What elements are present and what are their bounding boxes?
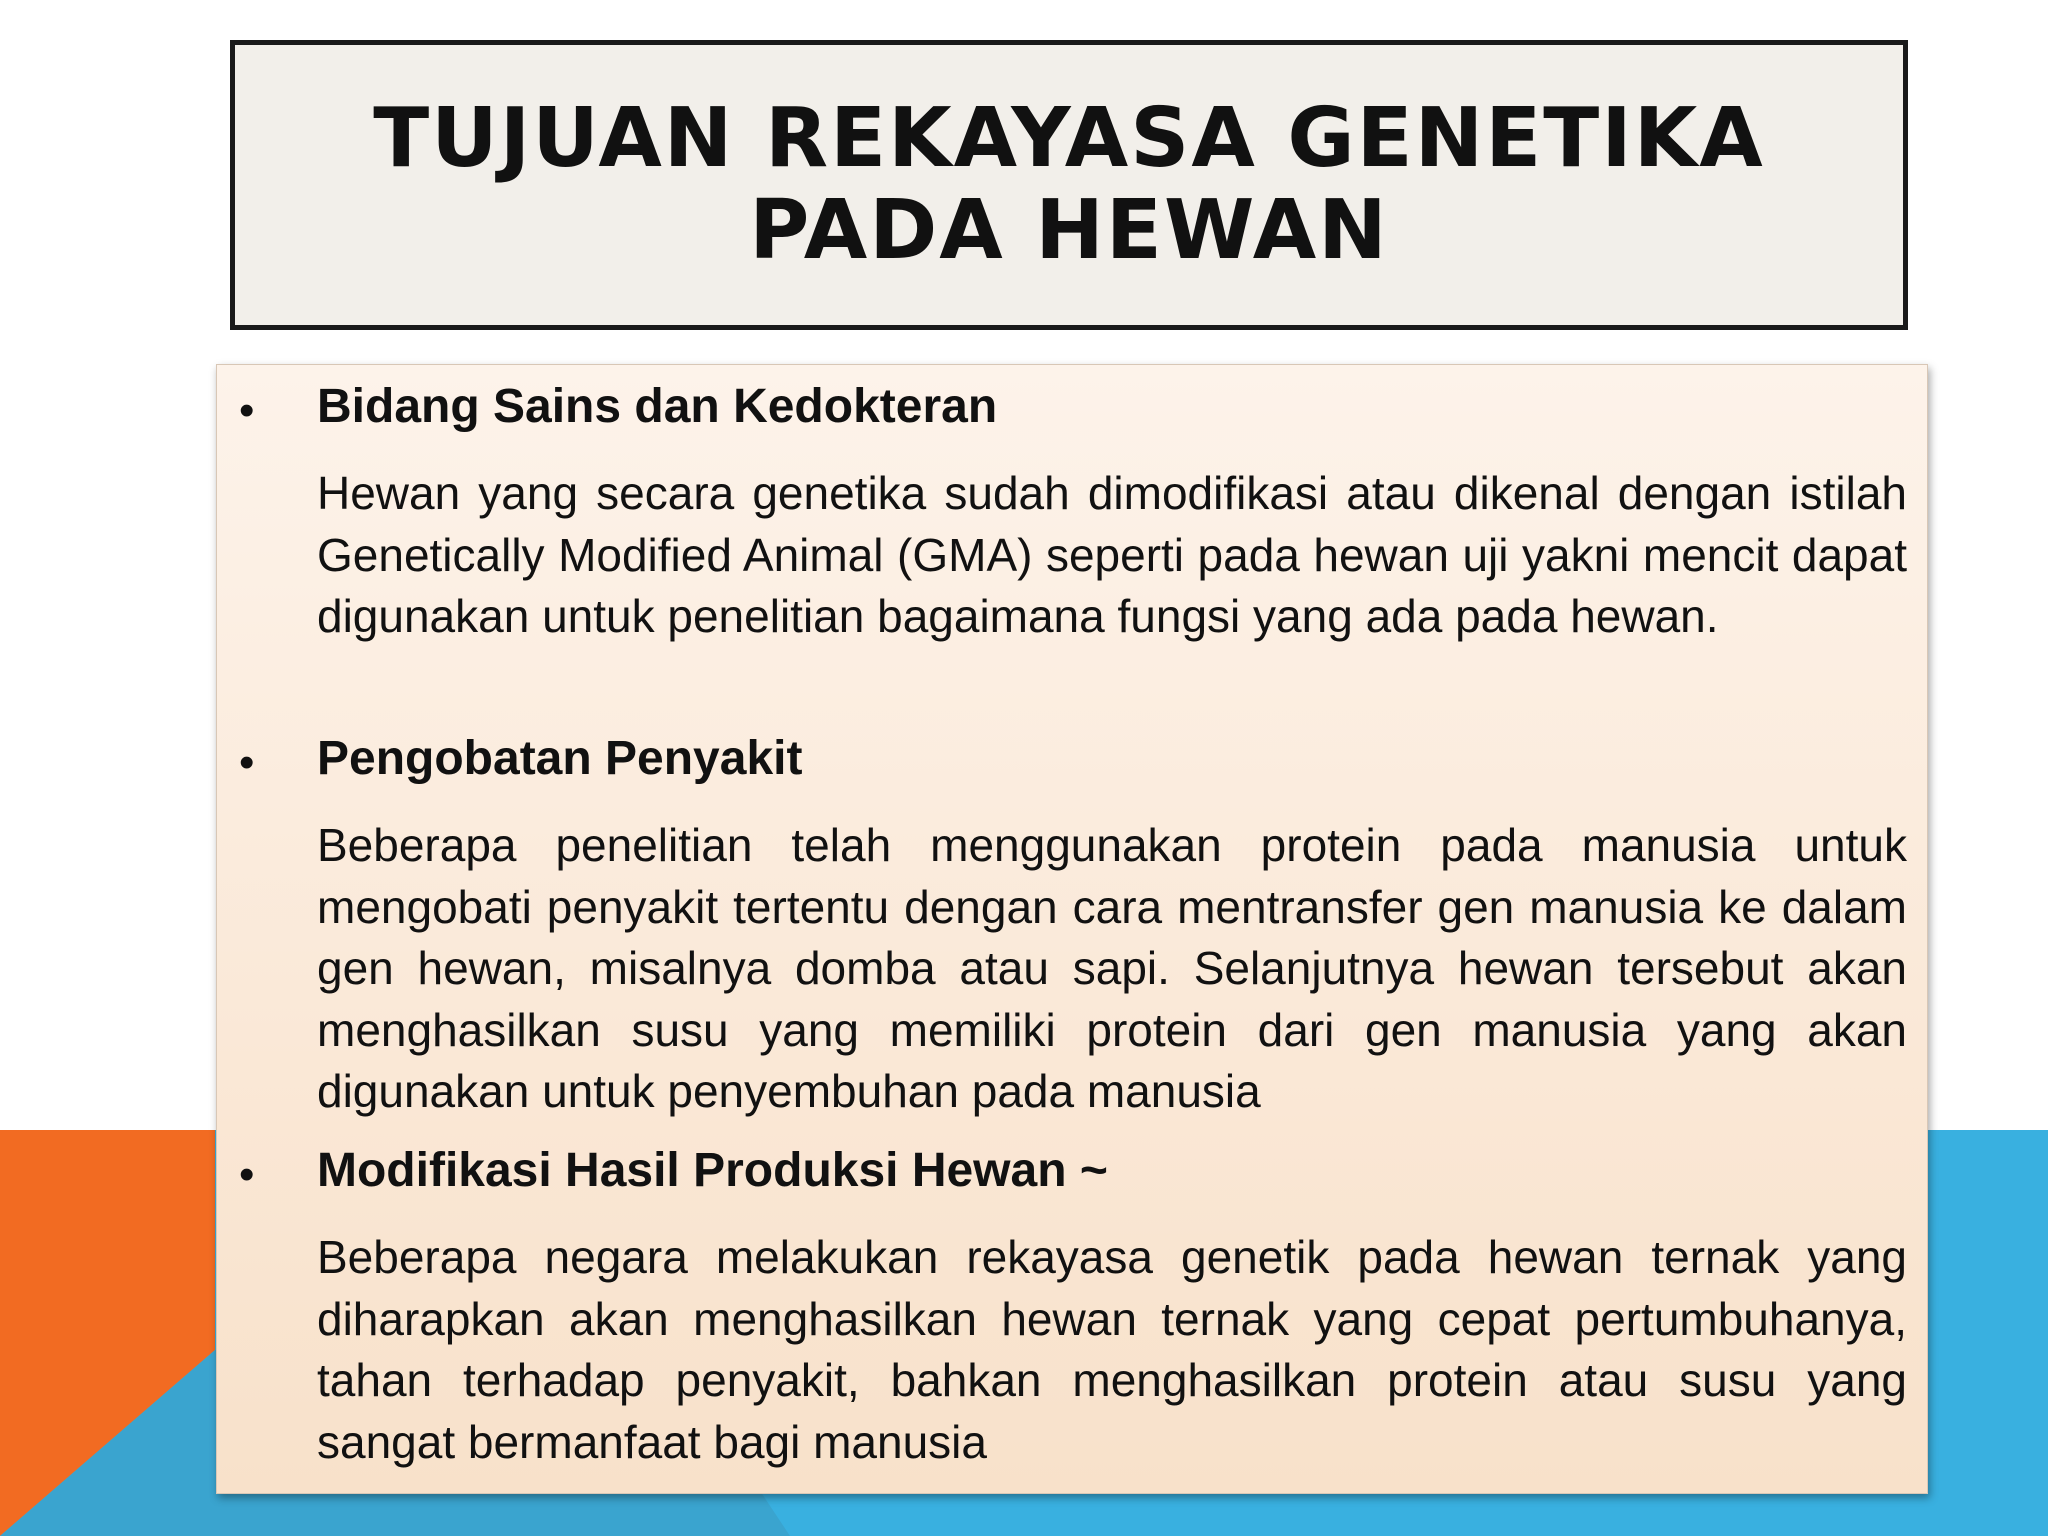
item-body: Hewan yang secara genetika sudah dimodifikasi atau dikenal dengan istilah Genetically Modified Animal (GMA) seperti pada hewan uji yakni mencit dapat digunakan untuk penelitian bagaimana fungsi yang ada pada hewan.: [317, 467, 1907, 642]
bullet: •: [239, 738, 255, 787]
item-body: Beberapa penelitian telah menggunakan protein pada manusia untuk mengobati penyakit tertentu dengan cara mentransfer gen manusia ke dalam gen hewan, misalnya domba atau sapi. Selanjutnya hewan tersebut akan menghasilkan susu yang memiliki protein dari gen manusia yang akan digunakan untuk penyembuhan pada manusia: [317, 819, 1907, 1117]
title-box: [230, 40, 1908, 330]
item-heading: Pengobatan Penyakit: [317, 732, 803, 785]
bullet: •: [239, 1150, 255, 1199]
content-box: [216, 364, 1928, 1494]
item-body: Beberapa negara melakukan rekayasa genetik pada hewan ternak yang diharapkan akan menghasilkan hewan ternak yang cepat pertumbuhanya, tahan terhadap penyakit, bahkan menghasilkan protein atau susu yang sangat bermanfaat bagi manusia: [317, 1231, 1907, 1468]
item-heading: Modifikasi Hasil Produksi Hewan ~: [317, 1144, 1108, 1197]
bullet: •: [239, 386, 255, 435]
item-heading: Bidang Sains dan Kedokteran: [317, 380, 998, 433]
slide-title: TUJUAN REKAYASA GENETIKA PADA HEWAN: [373, 91, 1765, 278]
